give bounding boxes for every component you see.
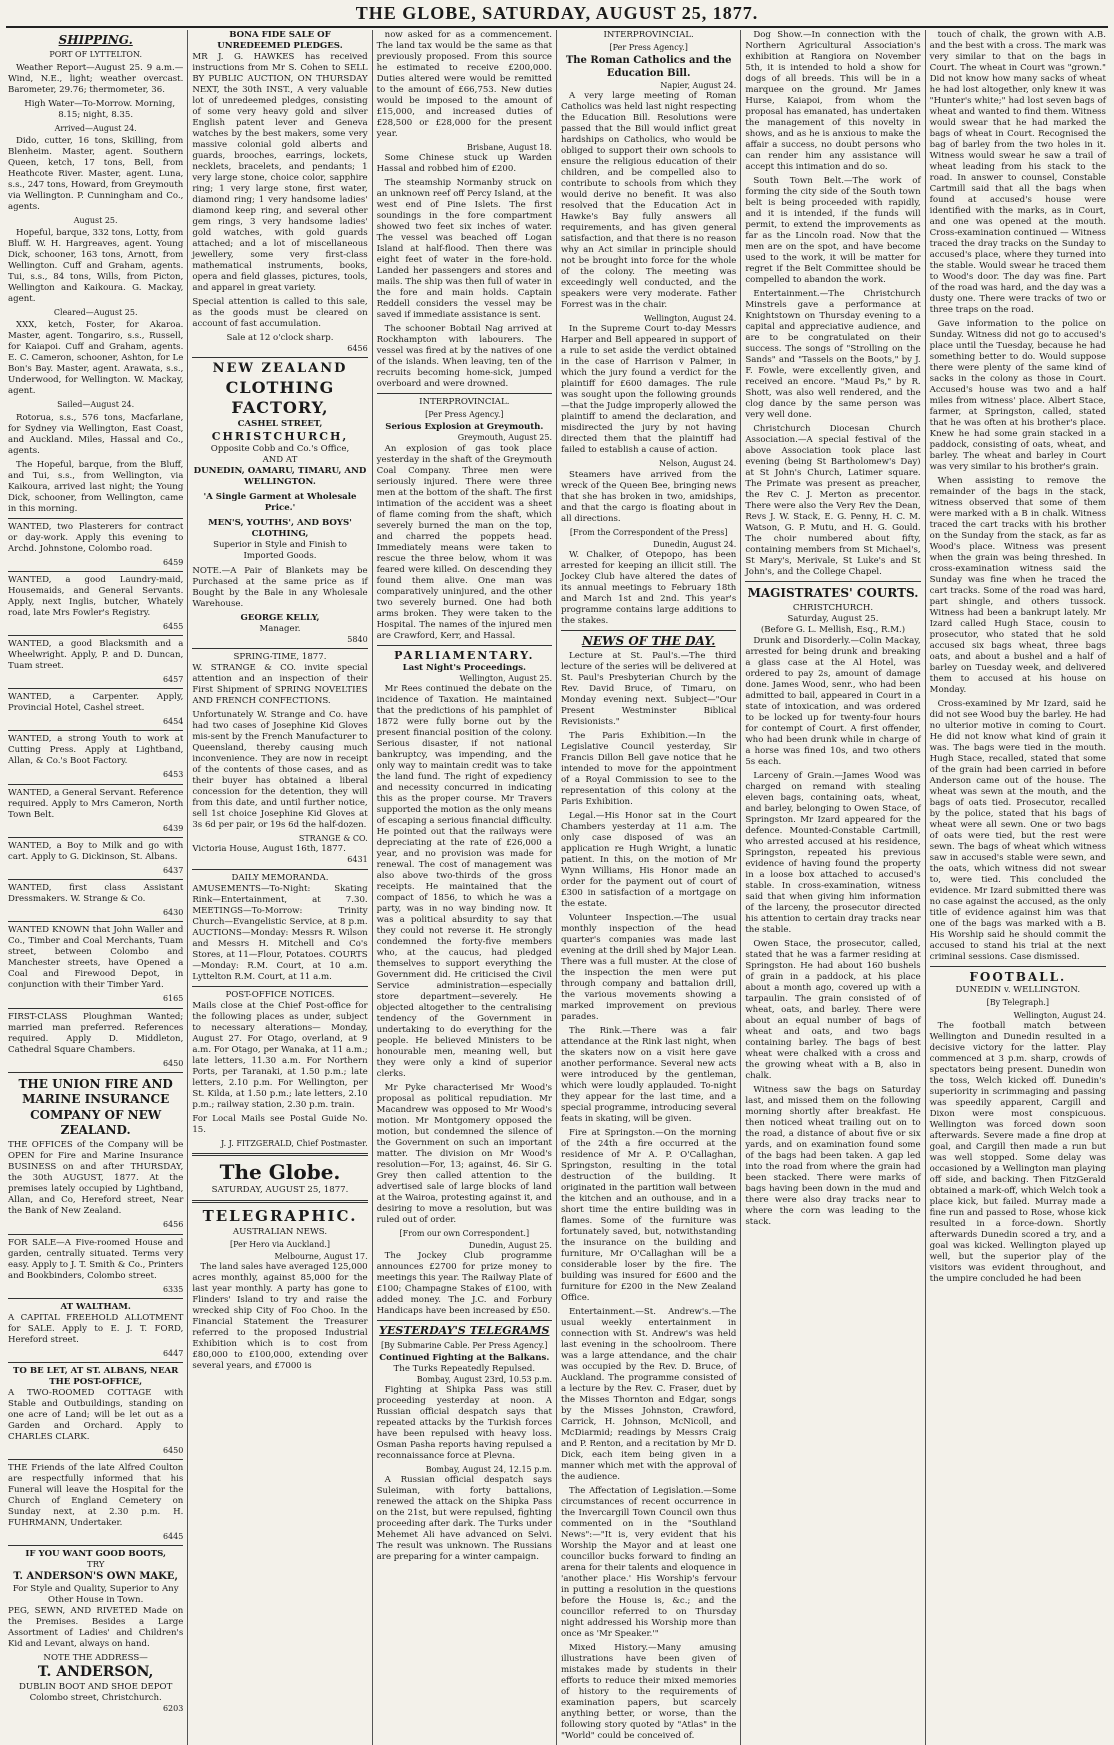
news-item: The Rink.—There was a fair attendance at the Rink last night, when the skaters now on a visit here gave another performance. Several new acts were introduced by the gentleman, which were loudly applauded. To-night they appear for the last time, and a special programme, introducing several feats in skating, will be given. [560, 1026, 737, 1125]
cities: DUNEDIN, OAMARU, TIMARU, AND WELLINGTON. [193, 465, 367, 487]
column-2 [188, 30, 372, 1745]
ad-number: 6447 [162, 1348, 184, 1358]
dunedin-text: W. Chalker, of Otepopo, has been arrested for keeping an illicit still. The Jockey Club have altered the dates of its annual meetings to February 18th and March 1st and 2nd. This year's programme contains large additions to the stakes. [560, 550, 737, 626]
news-item: Legal.—His Honor sat in the Court Chambers yesterday at 11 a.m. The only case disposed of was an application re Hugh Wright, a lunatic patient. In this, on the motion of Mr Wynn Williams, His Honor made an order for the payment out of court of £300 in satisfaction of a mortgage on the estate. [560, 811, 737, 910]
post-note: For Local Mails see Postal Guide No. 15. [192, 1113, 368, 1135]
ad-number: 6459 [162, 557, 184, 567]
memo-text: AMUSEMENTS—To-Night: Skating Rink—Entertainment, at 7.30. MEETINGS—To-Morrow: Trinity Church—Evangelistic Service, at 8 p.m. AUCTIONS—Monday: Messrs R. Wilson and Messrs H. Mitchell and Co's Stores, at 11—Flour, Potatoes. COURTS—Monday: R.M. Court, at 10 a.m. Lyttelton R.M. Court, at 11 a.m. [192, 883, 368, 982]
cashel-street: CASHEL STREET, [237, 418, 323, 429]
court-continuation: When assisting to remove the remainder of the bags in the stack, witness observed that some of them were marked with a B in chalk. Witness traced the cart tracks with his brother on the Sunday from the stack, as far as Wood's place. Witness was present when the grain was being threshed. In cross-examination witness said the Sunday was fine when he traced the cart tracks. Some of the road was hard, part shingle, and others tussock. Witness had been a bankrupt lately. Mr Izard called Hugh Stace, cousin to prosecutor, who stated that he sold accused six bags wheat, three bags oats, and about a bushel and a half of barley on Tuesday week, and delivered them to accused at his house on Monday. [929, 476, 1106, 695]
and-at: AND AT [262, 454, 298, 465]
turks-heading: The Turks Repeatedly Repulsed. [393, 1363, 536, 1374]
court-item: Larceny of Grain.—James Wood was charged on remand with stealing eleven bags, containing oats, wheat, and barley, belonging to Owen Stace, of Springston. Mr Izard appeared for the defence. Mounted-Constable Cartmill, who arrested accused at his residence, Springston, repeated his previous evidence of having found the property in a loose box attached to accused's stable. In cross-examination, witness said that when giving him information of the larceny, the prosecutor directed his attention to certain dray tracks near the stable. [745, 771, 921, 936]
union-title: THE UNION FIRE AND MARINE INSURANCE COMPANY OF NEW ZEALAND. [18, 1076, 173, 1137]
news-item: Volunteer Inspection.—The usual monthly inspection of the head quarter's companies was made last evening at the drill shed by Major Lean. There was a full muster. At the close of the inspection the men were put through company and battalion drill, the various movements showing a marked improvement on previous parades. [560, 913, 737, 1023]
court-item: Drunk and Disorderly.—Colin Mackay, arrested for being drunk and breaking a glass case at the Al Hotel, was ordered to pay 2s, amount of damage done. James Wood, senr., who had been admitted to bail, appeared in Court in a state of intoxication, and was ordered to be locked up for twenty-four hours for contempt of Court. A first offender, who had been drunk while in charge of a horse was fined 10s, and two others 5s each. [745, 636, 921, 768]
column-4 [557, 30, 741, 1745]
news-item: The Affectation of Legislation.—Some circumstances of recent occurrence in the Invercargill Town Council own thus commented on in the "Southland News":—"It is, very evident that his Worship the Mayor and at least one councillor bucks forward to finding an arena for their talents and eloquence in 'another place.' His Worship's fervour in putting a resolution in the questions before the House is, &c.; and the councillor referred to on Thursday night addressed his Worship more than once as 'Mr Speaker.'" [560, 1486, 737, 1640]
sailed-text: Rotorua, s.s., 576 tons, Macfarlane, for Sydney via Wellington, East Coast, and Auckland. Miles, Hassal and Co., agents. [8, 412, 184, 456]
bombay-text-2: A Russian official despatch says Suleiman, with forty battalions, renewed the attack on the Shipka Pass on the 21st, but were repulsed, fighting proceeding after dark. The Turks under Mehemet Ali have advanced on Selvi. The result was unknown. The Russians are preparing for a winter campaign. [376, 1475, 552, 1563]
pledge-sale-text: MR J. G. HAWKES has received instructions from Mr S. Cohen to SELL BY PUBLIC AUCTION, ON THURSDAY NEXT, the 30th INST., A very valuable lot of unredeemed pledges, consisting of some very heavy gold and silver English patent lever and Geneva watches by the best makers, some very massive colonial gold alberts and guards, brooches, earrings, lockets, necklets, bracelets, and pendants; 1 very large stone, choice color, sapphire ring; 1 very large stone, first water, diamond ring; 1 very handsome ladies' diamond keep ring, and several other gem rings, 3 very handsome ladies' gold watches, with gold guards attached; and a lot of miscellaneous jewellery, some very first-class mathematical instruments, books, opera and field glasses, pictures, tools, and apparel in great variety. [192, 52, 368, 293]
submarine-cable: [By Submarine Cable. Per Press Agency.] [381, 1340, 548, 1350]
single-garment: 'A Single Garment at Wholesale Price.' [203, 491, 357, 513]
jockey-text: The Jockey Club programme announces £2700 for prize money to meetings this year. The Railway Plate of £100; Champagne Stakes of £100, with added money. The J.C. and Forbury Handicaps have been increased by £50. [376, 1251, 552, 1317]
port-heading: PORT OF LYTTELTON. [49, 50, 142, 60]
parl-text2: Mr Pyke characterised Mr Wood's proposal as political repudiation. Mr Macandrew was opposed to Mr Wood's motion. Mr Montgomery opposed the motion, but condemned the silence of the Government on such an important matter. The division on Mr Wood's resolution—For, 13; against, 46. Sir G. Grey then called attention to the advertised sale of large blocks of land at the Wairoa, protesting against it, and desiring to move a resolution, but was ruled out of order. [376, 1083, 552, 1226]
court-continuation: touch of chalk, the grown with A.B. and the best with a cross. The mark was very similar to that on the bags in Court. The wheat in Court was "grown." Did not know how many sacks of wheat he had lost altogether, only knew it was "Hunter's white;" had lost seven bags of wheat and wanted to find them. Witness would swear that he had marked the bags of wheat in Court. Recognised the bag of barley from the two holes in it. Witness would swear he saw a trail of wheat leading from his stack to the road. In answer to counsel, Constable Cartmill said that all the bags when found at accused's house were identified with the marks, as in Court, and one was opened at the mouth. Cross-examination continued — Witness traced the dray tracks on the Sunday to accused's place, where they turned into the stable. Would swear he traced them to Wood's door. The day was fine. Part of the road was hard, and the day was a dusty one. There were tracks of two or three traps on the road. [929, 30, 1106, 315]
press-correspondent: [From the Correspondent of the Press] [569, 527, 728, 537]
interprov-heading: INTERPROVINCIAL. [603, 30, 694, 40]
mag-before: (Before G. L. Mellish, Esq., R.M.) [760, 625, 906, 636]
dunedin-dateline: Dunedin, August 24. [653, 539, 737, 549]
ad-ploughman: FIRST-CLASS Ploughman Wanted; married man preferred. References required. Apply D. Middleton, Cathedral Square Chambers. [8, 1011, 184, 1055]
the-globe-title: The Globe. [219, 1159, 341, 1184]
napier-dateline: Napier, August 24. [660, 80, 737, 90]
ad-number: 6165 [162, 994, 184, 1004]
boots-line8: DUBLIN BOOT AND SHOE DEPOT [18, 1682, 173, 1693]
wellington-text: In the Supreme Court to-day Messrs Harper and Bell appeared in support of a rule to set aside the verdict obtained in the case of Harrison v Palmer, in which the jury found a verdict for the plaintiff for £600 damages. The rule was sought upon the following grounds—that the Judge improperly allowed the plaintiff to amend the declaration, and misdirected the jury by not having directed them that the plaintiff had failed to establish a cause of action. [560, 324, 737, 456]
parl-text: Mr Rees continued the debate on the incidence of Taxation. He maintained that the predictions of his pamphlet of 1872 were fully borne out by the present financial position of the colony. Serious disaster, if not national bankruptcy, was impending, and the only way to maintain credit was to take the land fund. The right of expediency and necessity concurred in indicating this as the proper course. Mr Travers supported the motion as the only means of escaping a serious financial difficulty. He pointed out that the railways were depreciating at the rate of £26,000 a year, and no provision was made for renewal. The cost of management was also above two-thirds of the gross receipts. He maintained that the compact of 1856, to which he was a party, was in no way binding now. It was a political absurdity to say that they could not reverse it. He strongly condemned the forty-five members who, at the caucus, had pledged themselves to support everything the Government did. He criticised the Civil Service administration—especially store department—severely. He objected altogether to the centralising tendency of the Government in undertaking to do everything for the people. He believed Ministers to be honourable men, meaning well, but they were only a kind of superior clerks. [376, 684, 552, 1080]
press-agency: [Per Press Agency.] [609, 43, 688, 52]
strange-sign: STRANGE & CO. [298, 834, 368, 844]
dunedin-dateline: Dunedin, August 25. [468, 1241, 552, 1251]
strange-text2: Unfortunately W. Strange and Co. have had two cases of Josephine Kid Gloves mis-sent by the French Manufacturer to Queensland, thereby causing much inconvenience. They are now in receipt of the contents of those cases, and as their buyer has obtained a liberal concession for the detention, they will from this date, and until further notice, sell 1st choice Josephine Kid Gloves at 3s 6d per pair, or 19s 6d the half-dozen. [192, 710, 368, 831]
spring-time: SPRING-TIME, 1877. [233, 652, 327, 663]
boots-line5: PEG, SEWN, AND RIVETED Made on the Premises. Besides a Large Assortment of Ladies' and Children's Kid and Levant, always on hand. [8, 1606, 184, 1650]
aus-via: [Per Hero via Auckland.] [229, 1239, 331, 1249]
albans-text: A TWO-ROOMED COTTAGE with Stable and Outbuildings, standing on one acre of Land; will be let out as a Garden and Orchard. Apply to CHARLES CLARK. [8, 1388, 184, 1443]
ad-number: 6203 [162, 1704, 184, 1714]
court-continuation: Cross-examined by Mr Izard, said he did not see Wood buy the barley. He had no ulterior motive in coming to Court. He did not know what kind of grain it was. The bags were tied in the mouth. Hugh Stace, recalled, stated that some of the grain had been carried in before Anderson came out of the house. The wheat was sewn at the mouth, and the bags of oats tied. Prosecutor, recalled by the police, stated that his bags of wheat were all sewn. One or two bags of oats were tied, but the rest were sewn. The bags of wheat which witness saw in accused's stable were sewn, and the oats, which witness did not swear to, were tied. This concluded the evidence. Mr Izard submitted there was no case against the accused, as the only title of evidence against him was that one of the bags was marked with a B. His Worship said he should commit the accused to stand his trial at the next criminal sessions. Case dismissed. [929, 699, 1106, 962]
greymouth-text: An explosion of gas took place yesterday in the shaft of the Greymouth Coal Company. Three men were seriously injured. There were three men at the bottom of the shaft. The first intimation of the accident was a sheet of flame coming from the shaft, which severely burned the man on the top, and charred the poppets head. Immediately means were taken to rescue the three below, whom it was feared were killed. On descending they found them alive. One man was comparatively uninjured, and the other two severely burned. One had both arms broken. They were taken to the Hospital. The names of the injured men are Crawford, Kerr, and Hassal. [376, 443, 552, 641]
globe-date: SATURDAY, AUGUST 25, 1877. [211, 1185, 349, 1196]
cleared-text: XXX, ketch, Foster, for Akaroa. Master, agent. Tongariro, s.s., Russell, for Kaiapoi. Cuff and Graham, agents. E. C. Cameron, schooner, Ashton, for Le Bon's Bay. Master, agent. Arawata, s.s., Underwood, for Wellington. W. Mackay, agent. [8, 320, 184, 397]
boots-line7: T. ANDERSON, [37, 1664, 154, 1681]
dunedin-v-wellington: DUNEDIN v. WELLINGTON. [955, 985, 1081, 996]
boots-line1: IF YOU WANT GOOD BOOTS, [25, 1549, 166, 1560]
funeral-notice: THE Friends of the late Alfred Coulton are respectfully informed that his Funeral will leave the Hospital for the Church of England Cemetery on Sunday next, at 2.30 p.m. H. FUHRMANN, Undertaker. [8, 1463, 184, 1529]
christchurch-heading: CHRISTCHURCH. [792, 603, 874, 614]
ad-number: 6439 [162, 823, 184, 833]
ad-number: 6450 [162, 1446, 184, 1456]
aus-dateline: Melbourne, August 17. [274, 1251, 368, 1261]
ad-servant: WANTED, a General Servant. Reference required. Apply to Mrs Cameron, North Town Belt. [8, 787, 184, 820]
news-item: Entertainment.—The Christchurch Minstrels gave a performance at Knightstown on Thursday evening to a capital and appreciative audience, and are to be congratulated on their success. The songs of "Strolling on the Sands" and "Tassels on the Boots," by J. F. Fowle, were excellently given, and received an encore. "Maud Ps," by R. Shott, was also well rendered, and the clog dance by the same person was very well done. [745, 289, 921, 420]
football-heading: FOOTBALL. [969, 970, 1067, 984]
ad-carpenter: WANTED, a Carpenter. Apply, Provincial Hotel, Cashel street. [8, 692, 184, 714]
ad-dressmakers: WANTED, first class Assistant Dressmakers. W. Strange & Co. [8, 883, 184, 905]
wellington-dateline: Wellington, August 25. [459, 673, 552, 683]
tides: High Water—To-Morrow. Morning, 8.15; night, 8.35. [24, 98, 176, 120]
interprov-heading: INTERPROVINCIAL. [419, 397, 510, 408]
nz-heading: NEW ZEALAND [212, 361, 348, 377]
bombay-dateline-2: Bombay, August 24, 12.15 p.m. [425, 1465, 552, 1475]
last-night-heading: Last Night's Proceedings. [402, 662, 527, 673]
pledge-sale-text2: Special attention is called to this sale, as the goods must be cleared on account of fast accumulation. [192, 297, 368, 329]
arrived-heading: Arrived—August 24. [54, 123, 137, 133]
post-sign: J. J. FITZGERALD, Chief Postmaster. [220, 1138, 368, 1148]
boots-line6: NOTE THE ADDRESS— [43, 1653, 148, 1664]
christchurch: CHRISTCHURCH, [211, 429, 349, 443]
weather-report: Weather Report—August 25. 9 a.m.—Wind, N.E., light; weather overcast. Barometer, 29.76; thermometer, 36. [8, 62, 184, 95]
boots-line3: T. ANDERSON'S OWN MAKE, [13, 1571, 178, 1583]
news-item: Entertainment.—St. Andrew's.—The usual weekly entertainment in connection with St. Andrew's was held last evening in the schoolroom. There was a large attendance, and the chair was occupied by the Rev. D. Bruce, of Auckland. The programme consisted of a lecture by the Rev. C. Fraser, duet by the Misses Thornton and Edgar, songs by the Misses Johnston, Crawford, Carrick, H. Johnson, McNicoll, and McDiarmid; readings by Messrs Craig and P. Renton, and a recitation by Mr D. Dick, each item being given in a manner which met with the approval of the audience. [560, 1307, 737, 1483]
rc-text: A very large meeting of Roman Catholics was held last night respecting the Education Bill. Resolutions were passed that the Bill would inflict great hardships on Catholics, who would be obliged to support their own schools to ensure the religious education of their children, and be compelled also to contribute to schools from which they would derive no benefit. It was also resolved that the Education Act in Hawke's Bay fully answers all requirements, and has given general satisfaction, and that there is no reason why an Act similar in principle should not be brought into force for the whole of the colony. The meeting was exceedingly well conducted, and the speakers were very moderate. Father Forrest was in the chair. [560, 91, 737, 311]
ad-waller: WANTED KNOWN that John Waller and Co., Timber and Coal Merchants, Tuam street, between Colombo and Manchester streets, have Opened a Coal and Firewood Depot, in conjunction with their Timber Yard. [8, 925, 184, 991]
ad-number: 6456 [347, 344, 368, 353]
explosion-heading: Serious Explosion at Greymouth. [385, 422, 544, 433]
post-text: Mails close at the Chief Post-office for the following places as under, subject to necessary alterations— Monday, August 27. For Otago, overland, at 9 a.m. For Otago, per Wanaka, at 11 a.m.; late letters, 11.30 a.m. For Northern Ports, per Taranaki, at 1.50 p.m.; late letters, 2.10 p.m. For Wellington, per St. Kilda, at 1.50 p.m.; late letters, 2.10 p.m.; railway station, 2.30 p.m. train. [192, 1000, 368, 1110]
column-6 [926, 30, 1110, 1745]
post-heading: POST-OFFICE NOTICES. [225, 989, 335, 1000]
ad-number: 6437 [162, 865, 184, 875]
news-item: Dog Show.—In connection with the Northern Agricultural Association's exhibition at Rangiora on November 5th, it is intended to hold a show for dogs of all breeds. This will be in a marquee on the ground. Mr James Hurse, Kaiapoi, from whom the proposal has emanated, has undertaken the management of this novelty in shows, and as he is anxious to make the affair a success, no doubt persons who can render him any assistance will accept this intimation and do so. [745, 30, 921, 172]
ad-number: 6456 [162, 1220, 184, 1230]
by-telegraph: [By Telegraph.] [986, 998, 1050, 1008]
strange-address: Victoria House, August 16th, 1877. [192, 844, 346, 855]
manager: Manager. [259, 623, 301, 634]
column-5 [741, 30, 925, 1745]
ad-house-sale: FOR SALE—A Five-roomed House and garden, centrally situated. Terms very easy. Apply to J. T. Smith & Co., Printers and Bookbinders, Colombo street. [8, 1237, 184, 1281]
telegraphic-heading: TELEGRAPHIC. [202, 1207, 358, 1226]
wellington-dateline: Wellington, August 24. [644, 314, 737, 324]
own-correspondent: [From our own Correspondent.] [399, 1229, 530, 1239]
wellington-dateline: Wellington, August 24. [1013, 1010, 1106, 1020]
news-item: Fire at Springston.—On the morning of the 24th a fire occurred at the residence of Mr A. P. O'Callaghan, Springston, resulting in the total destruction of the building. It originated in the partition wall between the kitchen and an outhouse, and in a short time the entire building was in flames. Some of the furniture was fortunately saved, but, notwithstanding the insurance on the building and furniture, Mr O'Callaghan will be a considerable loser by the fire. The building was insured for £600 and the furniture for £200 in the New Zealand Office. [560, 1128, 737, 1304]
news-item: The Paris Exhibition.—In the Legislative Council yesterday, Sir Francis Dillon Bell gave notice that he intended to move for the appointment of a Royal Commission to see to the representation of this colony at the Paris Exhibition. [560, 731, 737, 808]
shipping-heading: SHIPPING. [58, 33, 133, 47]
news-of-the-day-heading: NEWS OF THE DAY. [581, 634, 716, 648]
memo-heading: DAILY MEMORANDA. [231, 872, 329, 883]
news-item: South Town Belt.—The work of forming the city side of the South town belt is being proceeded with rapidly, and it is intended, if the funds will permit, to extend the improvements as far as the Lincoln road. Now that the men are on the spot, and have become used to the work, it will be matter for regret if the Belt Committee should be compelled to abandon the work. [745, 176, 921, 285]
football-text: The football match between Wellington and Dunedin resulted in a decisive victory for the latter. Play commenced at 3 p.m. sharp, crowds of spectators being present. Dunedin won the toss, Welch kicked off. Dunedin's superiority in scrimmaging and passing was speedily apparent, Cargill and Dixon were most conspicuous. Wellington was forced down soon afterwards. Severe made a fine drop at goal, and Cargill then made a run but was well stopped. Some delay was occasioned by a Wellington man playing off side, and backing. Then FitzGerald obtained a mark-off, which Welch took a place kick, but failed. Murray made a fine run and passed to Rose, whose kick resulted in a force-down. Shortly afterwards Dunedin scored a try, and a goal was kicked. Wellington played up well, but the superior play of the visitors was evident throughout, and the umpire concluded he had been [929, 1020, 1106, 1284]
yesterdays-telegrams: YESTERDAY'S TELEGRAMS [379, 1324, 550, 1338]
news-item: Mixed History.—Many amusing illustrations have been given of mistakes made by students in their efforts to reduce their mixed memories of history to the requirements of examination papers, but scarcely anything better, or worse, than the following story quoted by "Atlas" in the "World" could be conceived of. [560, 1643, 737, 1742]
george-kelly: GEORGE KELLY, [240, 612, 320, 623]
nelson-text: Steamers have arrived from the wreck of the Queen Bee, bringing news that she has broken in two, amidships, and that the cargo is floating about in all directions. [560, 469, 737, 524]
greymouth-dateline: Greymouth, August 25. [457, 433, 552, 443]
ad-blacksmith: WANTED, a good Blacksmith and a Wheelwright. Apply, P. and D. Duncan, Tuam street. [8, 639, 184, 671]
mens-clothing: MEN'S, YOUTHS', AND BOYS' CLOTHING, [208, 517, 352, 539]
ad-number: 6455 [162, 621, 184, 631]
court-item: Witness saw the bags on Saturday last, and missed them on the following morning shortly after breakfast. He then noticed wheat trailing out on to the road, a distance of about five or six yards, and on examination found some of the bags had been taken. A gap led into the road from where the grain had been stacked. There were marks of bags having been down in the mud and there were also dray tracks near to where the corn was leading to the stack. [745, 1085, 921, 1228]
ad-number: 6430 [162, 908, 184, 918]
aug25-heading: August 25. [73, 215, 118, 225]
columns [4, 30, 1110, 1742]
ad-number: 6335 [162, 1284, 184, 1294]
parliamentary-heading: PARLIAMENTARY. [394, 648, 535, 662]
magistrates-heading: MAGISTRATES' COURTS. [747, 586, 919, 600]
brisbane-dateline: Brisbane, August 18. [466, 143, 552, 152]
masthead-title: THE GLOBE, SATURDAY, AUGUST 25, 1877. [355, 2, 759, 23]
pledge-sale-title: BONA FIDE SALE OF UNREDEEMED PLEDGES. [217, 30, 343, 51]
bombay-dateline-1: Bombay, August 23rd, 10.53 p.m. [416, 1374, 552, 1384]
ad-plasterers: WANTED, two Plasterers for contract or day-work. Apply this evening to Archd. Johnstone, Colombo road. [8, 521, 184, 554]
superior-style: Superior in Style and Finish to Imported Goods. [213, 539, 347, 561]
boots-line4: For Style and Quality, Superior to Any Other House in Town. [12, 1584, 179, 1606]
ad-number: 6431 [347, 855, 368, 865]
court-continuation: Gave information to the police on Sunday. Witness did not go to accused's place until the Tuesday, because he had something better to do. Would suppose there were plenty of the same kind of sacks in the colony as those in Court. Accused's house was two and a half miles from witness' place. Albert Stace, farmer, at Springston, called, stated that he was often at his brother's place. Knew he had some grain stacked in a paddock, consisting of oats, wheat, and barley. The wheat and barley in Court was very similar to his brother's grain. [929, 319, 1106, 472]
aug25-text: Hopeful, barque, 332 tons, Lotty, from Bluff. W. H. Hargreaves, agent. Young Dick, schooner, 163 tons, Arnott, from Wellington. Cuff and Graham, agents. Tui, s.s., 84 tons, Wills, from Picton, Wellington and Kaikoura. G. Mackay, agent. [8, 228, 184, 305]
news-item: Lecture at St. Paul's.—The third lecture of the series will be delivered at St. Paul's Presbyterian Church by the Rev. David Bruce, of Timaru, on Monday evening next. Subject—"Our Present Westminster Biblical Revisionists." [560, 651, 737, 728]
australian-news-heading: AUSTRALIAN NEWS. [232, 1226, 328, 1237]
ad-youth: WANTED, a strong Youth to work at Cutting Press. Apply at Lightband, Allan, & Co.'s Boot Factory. [8, 734, 184, 767]
mag-date: Saturday, August 25. [787, 614, 879, 625]
news-item: Christchurch Diocesan Church Association.—A special festival of the above Association took place last evening (being St Bartholomew's Day) at St John's Church, Latimer square. The Primate was present as preacher, the Rev C. J. Merton as precentor. There were also the Very Rev the Dean, Revs J. W. Stack, E. G. Penny, H. C. M. Watson, G. P. Mutu, and H. G. Gould. The choir numbered about fifty, containing members from St Michael's, St Mary's, Merivale, St Luke's and St John's, and the College Chapel. [745, 424, 921, 577]
boots-line9: Colombo street, Christchurch. [29, 1693, 162, 1704]
sailed-heading: Sailed—August 24. [57, 400, 135, 410]
ad-number: 5840 [347, 634, 368, 644]
nelson-dateline: Nelson, August 24. [659, 459, 737, 469]
column-3 [373, 30, 557, 1745]
court-item: Owen Stace, the prosecutor, called, stated that he was a farmer residing at Springston. He had about 160 bushels of grain in a paddock, at his place about a month ago, covered up with a tarpaulin. The grain consisted of of wheat, oats, and barley. There were about an equal number of bags of wheat and oats, and two bags containing barley. The bags of best wheat were chalked with a cross and the growing wheat with a B, also in chalk. [745, 939, 921, 1082]
ad-number: 6457 [162, 675, 184, 684]
boots-line2: TRY [86, 1560, 105, 1571]
union-text: THE OFFICES of the Company will be OPEN for Fire and Marine Insurance BUSINESS on and after THURSDAY, the 30th AUGUST, 1877. At the premises lately occupied by Lightband, Allan, and Co, Hereford street, Near the Bank of New Zealand. [8, 1140, 184, 1217]
col3-continuation: now asked for as a commencement. The land tax would be the same as that previously proposed. From this source he estimated to receive £200,000. Duties altered were would be remitted to the amount of £66,753. New duties would be imposed to the amount of £15,000, and increased duties of £28,500 or £28,000 for the present year. [376, 30, 552, 139]
waltham-text: A CAPITAL FREEHOLD ALLOTMENT for SALE. Apply to E. J. T. FORD, Hereford street. [8, 1312, 184, 1345]
bombay-text-1: Fighting at Shipka Pass was still proceeding yesterday at noon. A Russian official despatch says that repeated attacks by the Turkish forces have been repulsed with heavy loss. Osman Pasha reports having repulsed a reconnaissance force at Plevna. [376, 1385, 552, 1462]
ad-laundry: WANTED, a good Laundry-maid, Housemaids, and General Servants. Apply, next Inglis, butcher, Whately road, late Mrs Fowler's Registry. [8, 574, 184, 618]
cleared-heading: Cleared—August 25. [53, 308, 138, 318]
strange-text: W. STRANGE & CO. invite special attention and an inspection of their First Shipment of SPRING NOVELTIES AND FRENCH CONFECTIONS. [192, 663, 368, 707]
shipping-notes: The Hopeful, barque, from the Bluff, and Tui, s.s., from Wellington, via Kaikoura, arrived last night; the Young Dick, schooner, from Wellington, came in this morning. [8, 459, 184, 514]
aus-text: The land sales have averaged 125,000 acres monthly, against 85,000 for the last year monthly. A party has gone to Flinders' Island to try and raise the wrecked ship City of Foo Choo. In the Financial Statement the Treasurer referred to the proposed Industrial Exhibition which is to cost from £80,000 to £100,000, extending over several years, and £7000 is [192, 1262, 368, 1372]
waltham-heading: AT WALTHAM. [60, 1301, 131, 1312]
ad-number: 6450 [162, 1058, 184, 1068]
albans-heading: TO BE LET, AT ST. ALBANS, NEAR THE POST-OFFICE, [12, 1366, 179, 1388]
blankets-note: NOTE.—A Pair of Blankets may be Purchased at the same price as if Bought by the Bale in any Wholesale Warehouse. [192, 565, 368, 609]
brisbane-text: Some Chinese stuck up Warden Hassal and robbed him of £200. [376, 153, 552, 175]
press-agency: [Per Press Agency.] [425, 410, 504, 420]
ad-number: 6453 [162, 770, 184, 780]
balkans-heading: Continued Fighting at the Balkans. [379, 1352, 550, 1363]
pledge-sale-time: Sale at 12 o'clock sharp. [226, 333, 334, 343]
rc-heading: The Roman Catholics and the Education Bill. [565, 55, 732, 80]
opposite-cobb: Opposite Cobb and Co.'s Office, [210, 443, 350, 454]
column-1 [4, 30, 188, 1745]
ad-number: 6445 [162, 1532, 184, 1542]
normanby-text: The steamship Normanby struck on an unknown reef off Percy Island, at the west end of Pine Islets. The first soundings in the fore compartment showed two feet six inches of water. The vessel was beached off Logan Island at half-flood. Then there was eight feet of water in the fore-hold. Landed her passengers and stores and mails. The ship was then full of water in the fore and main holds. Captain Reddell considers the vessel may be saved if immediate assistance is sent. [376, 178, 552, 321]
ad-boy: WANTED, a Boy to Milk and go with cart. Apply to G. Dickinson, St. Albans. [8, 840, 184, 862]
ad-number: 6454 [162, 717, 184, 727]
arrived-text: Dido, cutter, 16 tons, Skilling, from Blenheim. Master, agent. Southern Queen, ketch, 17 tons, Bell, from Heathcote River. Master, agent. Luna, s.s., 247 tons, Howard, from Greymouth via Wellington. P. Cunningham and Co., agents. [8, 135, 184, 212]
bobtail-text: The schooner Bobtail Nag arrived at Rockhampton with labourers. The vessel was fired at by the natives of one of the islands. When leaving, ten of the recruits becoming home-sick, jumped overboard and were drowned. [376, 324, 552, 390]
clothing-factory: CLOTHING FACTORY, [225, 377, 335, 418]
masthead [6, 0, 1108, 28]
